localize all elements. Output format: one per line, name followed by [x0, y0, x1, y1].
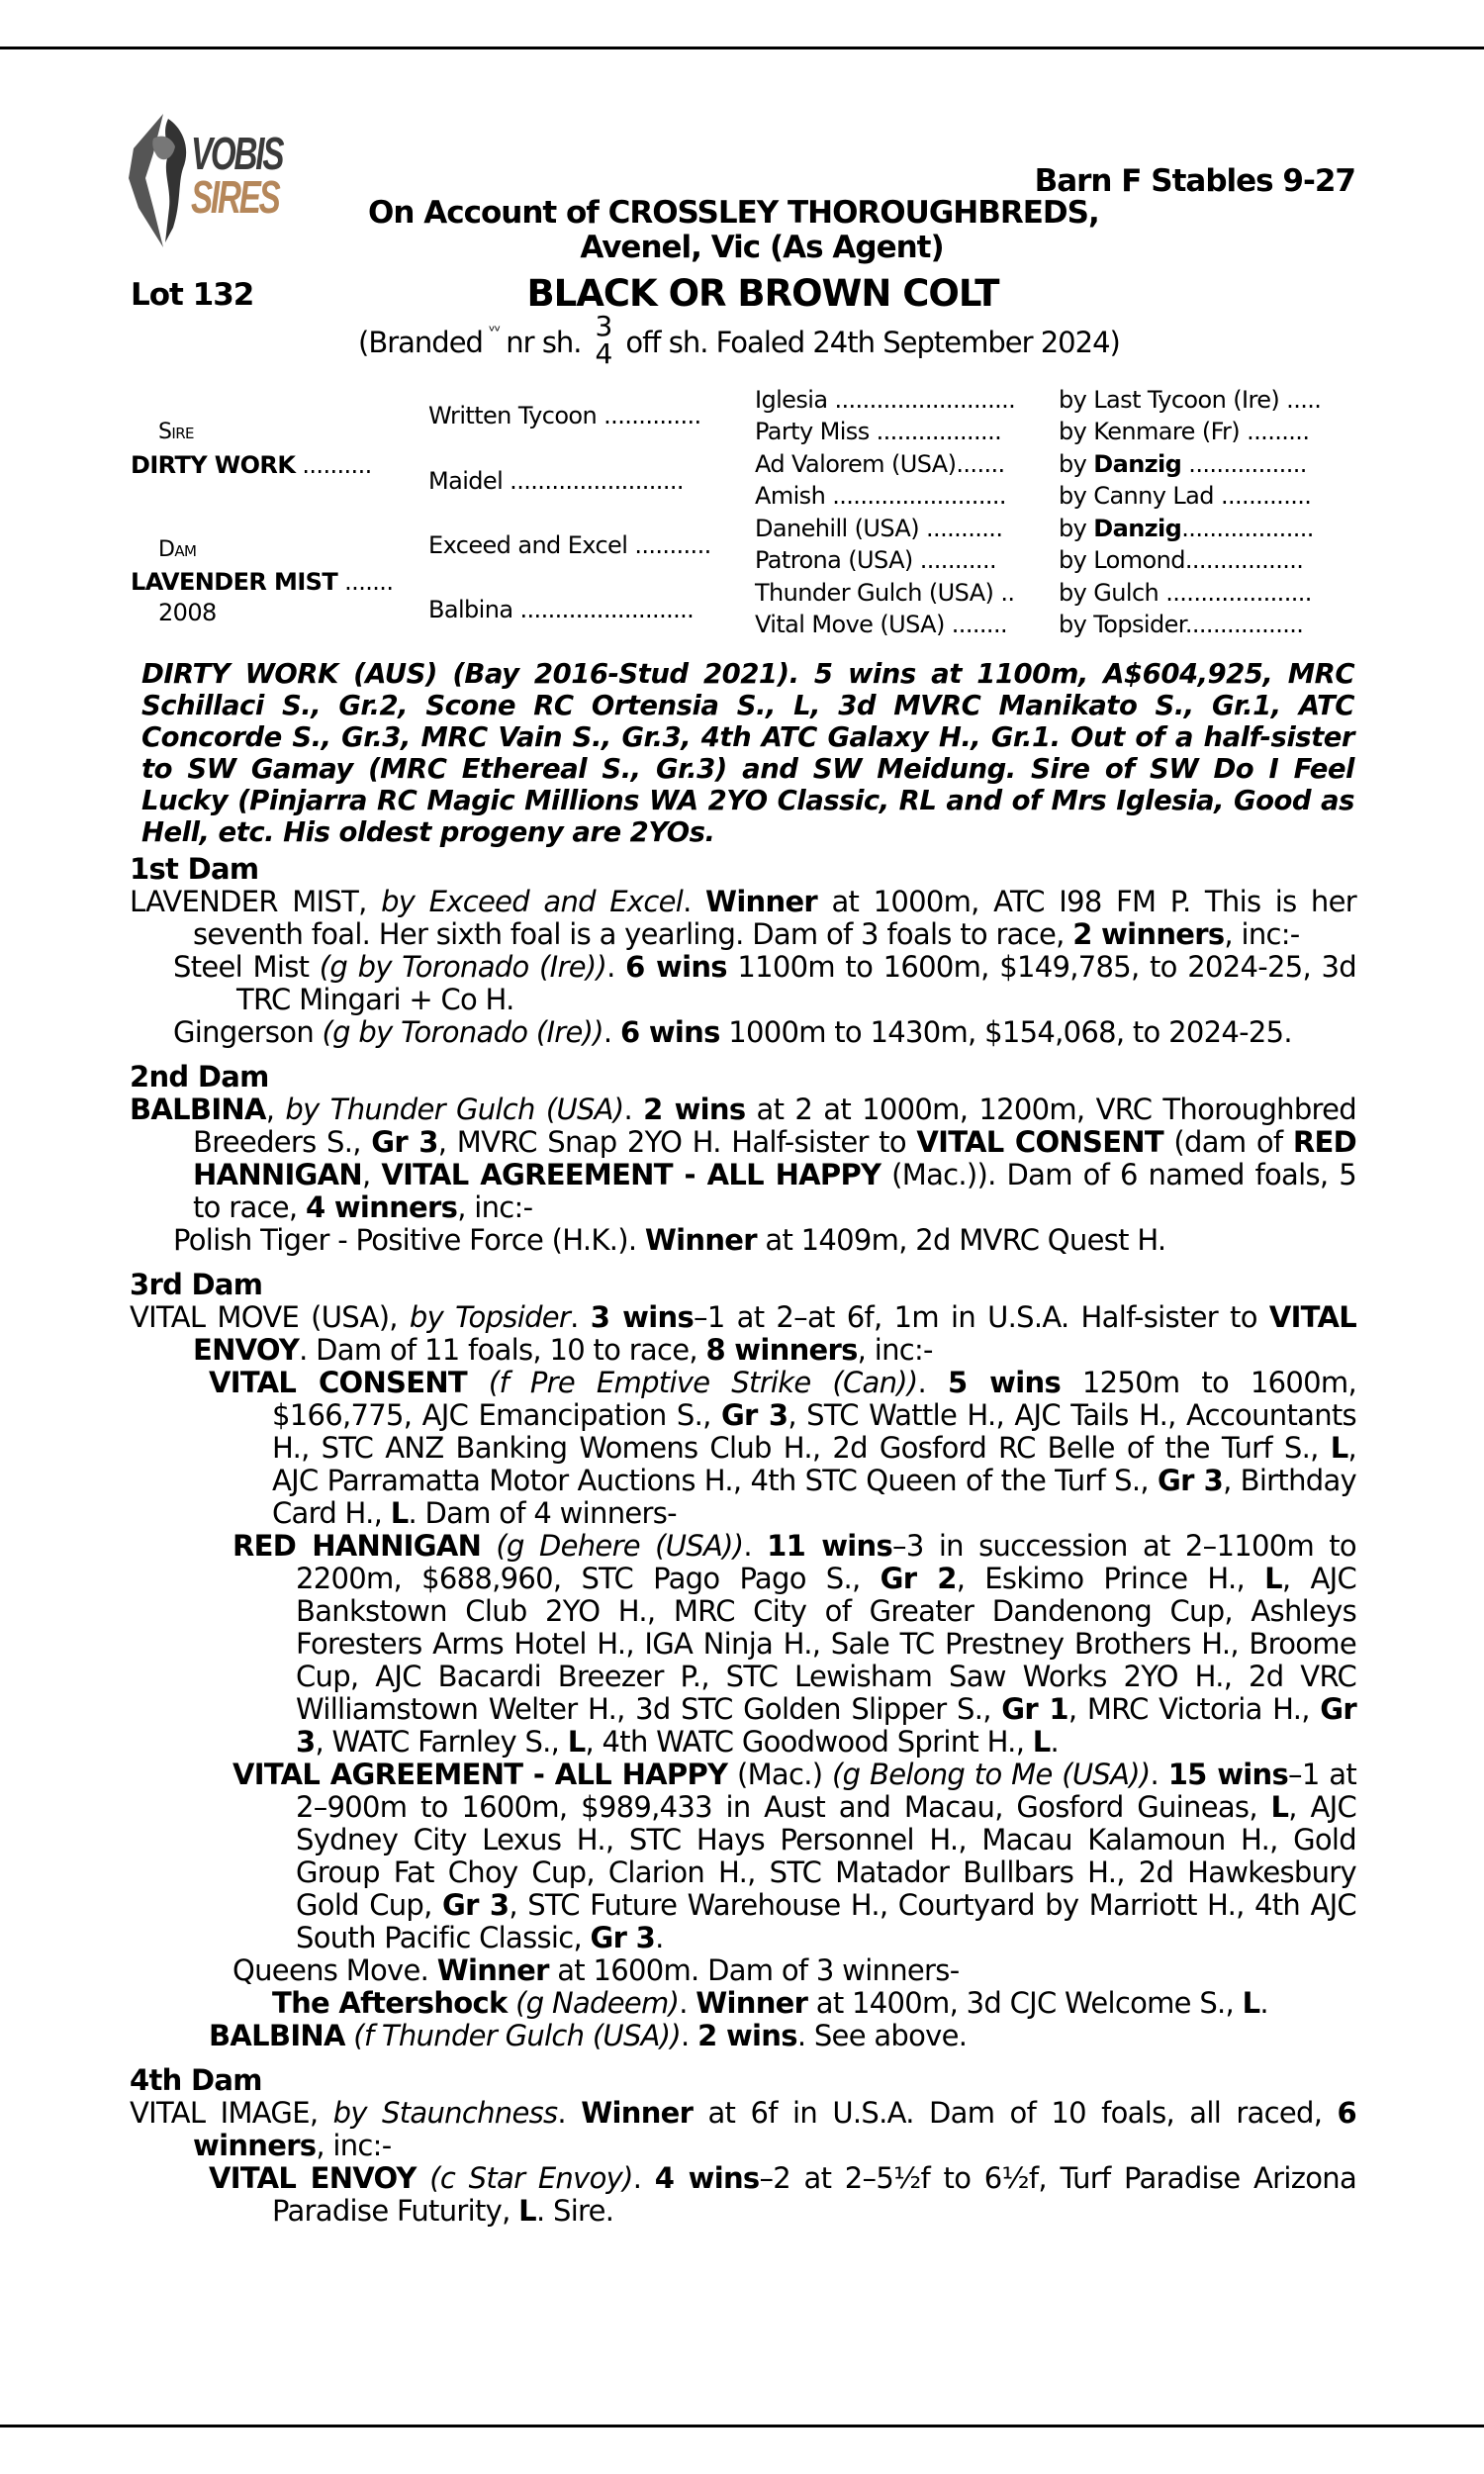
- by-label: by: [1059, 450, 1094, 478]
- dots: .....................: [1159, 579, 1312, 607]
- gen3-sire-name: Last Tycoon (Ire): [1093, 386, 1280, 414]
- by-label: by: [1059, 546, 1094, 574]
- family-entry: BALBINA, by Thunder Gulch (USA). 2 wins at 2 at 1000m, 1200m, VRC Thoroughbred Breeders S., Gr 3, MVRC Snap 2YO H. Half-sister to VITAL CONSENT (dam of RED HANNIGAN, VITAL AGREEMENT - ALL HAPPY (Mac.)). Dam of 6 named foals, 5 to race, 4 winners, inc:-: [130, 1093, 1356, 1224]
- family-entry: VITAL CONSENT (f Pre Emptive Strike (Can)). 5 wins 1250m to 1600m, $166,775, AJC Emancipation S., Gr 3, STC Wattle H., AJC Tails H., Accountants H., STC ANZ Banking Womens Club H., 2d Gosford RC Belle of the Turf S., L, AJC Parramatta Motor Auctions H., 4th STC Queen of the Turf S., Gr 3, Birthday Card H., L. Dam of 4 winners-: [209, 1366, 1356, 1530]
- dam-section-heading: 1st Dam: [130, 852, 259, 886]
- dam-label: Dam: [158, 537, 197, 562]
- family-entry: Polish Tiger - Positive Force (H.K.). Winner at 1409m, 2d MVRC Quest H.: [173, 1223, 1166, 1257]
- gen3-row: [755, 515, 1002, 542]
- dam-name-text: LAVENDER MIST: [131, 568, 338, 596]
- by-label: by: [1059, 386, 1094, 414]
- dots: .................: [1184, 611, 1304, 638]
- gen3-sire-name: Danzig: [1093, 450, 1182, 478]
- brand-fraction: [595, 310, 612, 370]
- dots: .................: [1184, 546, 1304, 574]
- logo-text-sires: SIRES: [191, 171, 279, 223]
- dam-section-heading: 3rd Dam: [130, 1268, 263, 1301]
- dam-section-heading: 2nd Dam: [130, 1060, 269, 1094]
- family-entry: Steel Mist (g by Toronado (Ire)). 6 wins 1100m to 1600m, $149,785, to 2024-25, 3d TRC Mingari + Co H.: [173, 950, 1356, 1016]
- vendor-line-2: Avenel, Vic (As Agent): [580, 230, 944, 265]
- gen3-sire: [1059, 450, 1307, 478]
- brand-suffix: off sh. Foaled 24th September 2024): [625, 326, 1120, 359]
- dam-name: [131, 568, 393, 596]
- family-entry: LAVENDER MIST, by Exceed and Excel. Winner at 1000m, ATC I98 FM P. This is her seventh foal. Her sixth foal is a yearling. Dam of 3 foals to race, 2 winners, inc:-: [130, 885, 1356, 951]
- gen3-name: Iglesia ..........................: [755, 386, 1016, 414]
- family-entry: VITAL IMAGE, by Staunchness. Winner at 6f in U.S.A. Dam of 10 foals, all raced, 6 winners, inc:-: [130, 2096, 1357, 2162]
- gen2-dam-sire: Exceed and Excel ...........: [428, 531, 711, 559]
- dam-section-heading: 4th Dam: [130, 2063, 262, 2097]
- gen3-sire: [1059, 418, 1309, 445]
- fraction-denominator: 4: [595, 337, 612, 370]
- gen3-row: [755, 482, 1006, 510]
- gen3-name: Thunder Gulch (USA) ..: [755, 579, 1015, 607]
- gen3-sire-name: Canny Lad: [1093, 482, 1214, 510]
- gen2-sire-dam: Maidel .........................: [428, 467, 684, 495]
- brand-prefix: (Branded: [358, 326, 483, 359]
- dots: .................: [1181, 450, 1307, 478]
- family-entry: The Aftershock (g Nadeem). Winner at 1400m, 3d CJC Welcome S., L.: [272, 1986, 1268, 2020]
- logo-text-vobis: VOBIS: [191, 128, 283, 179]
- gen3-row: [755, 611, 1007, 638]
- by-label: by: [1059, 482, 1094, 510]
- brand-description: [358, 310, 1120, 370]
- gen3-name: Patrona (USA) ...........: [755, 546, 997, 574]
- vendor-line-1: On Account of CROSSLEY THOROUGHBREDS,: [368, 195, 1099, 231]
- gen3-sire: [1059, 579, 1312, 607]
- gen3-row: [755, 418, 1001, 445]
- gen2-dam-dam: Balbina .........................: [428, 596, 695, 623]
- family-entry: VITAL MOVE (USA), by Topsider. 3 wins–1 at 2–at 6f, 1m in U.S.A. Half-sister to VITAL ENVOY. Dam of 11 foals, 10 to race, 8 winners, inc:-: [130, 1300, 1357, 1367]
- bottom-rule: [0, 2425, 1484, 2427]
- lot-title: BLACK OR BROWN COLT: [526, 272, 999, 315]
- gen3-sire: [1059, 515, 1314, 542]
- sire-label: Sire: [158, 420, 194, 444]
- gen3-sire: [1059, 546, 1303, 574]
- gen3-row: [755, 386, 1015, 414]
- gen3-row: [755, 579, 1014, 607]
- brand-mark: ᵛᵛ: [488, 321, 501, 340]
- by-label: by: [1059, 611, 1094, 638]
- gen3-sire-name: Kenmare (Fr): [1093, 418, 1241, 445]
- family-entry: Gingerson (g by Toronado (Ire)). 6 wins 1000m to 1430m, $154,068, to 2024-25.: [173, 1015, 1292, 1049]
- family-entry: RED HANNIGAN (g Dehere (USA)). 11 wins–3 in succession at 2–1100m to 2200m, $688,960, STC Pago Pago S., Gr 2, Eskimo Prince H., L, AJC Bankstown Club 2YO H., MRC City of Greater Dandenong Cup, Ashleys Foresters Arms Hotel H., IGA Ninja H., Sale TC Prestney Brothers H., Broome Cup, AJC Bacardi Breezer P., STC Lewisham Saw Works 2YO H., 2d VRC Williamstown Welter H., 3d STC Golden Slipper S., Gr 1, MRC Victoria H., Gr 3, WATC Farnley S., L, 4th WATC Goodwood Sprint H., L.: [232, 1529, 1357, 1759]
- gen3-sire: [1059, 611, 1303, 638]
- dots: .........: [1240, 418, 1310, 445]
- sire-blurb: DIRTY WORK (AUS) (Bay 2016-Stud 2021). 5 wins at 1100m, A$604,925, MRC Schillaci S., Gr.2, Scone RC Ortensia S., L, 3d MVRC Manikato S., Gr.1, ATC Concorde S., Gr.3, MRC Vain S., Gr.3, 4th ATC Galaxy H., Gr.1. Out of a half-sister to SW Gamay (MRC Ethereal S., Gr.3) and SW Meidung. Sire of SW Do I Feel Lucky (Pinjarra RC Magic Millions WA 2YO Classic, RL and of Mrs Iglesia, Good as Hell, etc. His oldest progeny are 2YOs.: [141, 658, 1354, 848]
- family-entry: VITAL AGREEMENT - ALL HAPPY (Mac.) (g Belong to Me (USA)). 15 wins–1 at 2–900m to 1600m, $989,433 in Aust and Macau, Gosford Guineas, L, AJC Sydney City Lexus H., STC Hays Personnel H., Macau Kalamoun H., Gold Group Fat Choy Cup, Clarion H., STC Matador Bullbars H., 2d Hawkesbury Gold Cup, Gr 3, STC Future Warehouse H., Courtyard by Marriott H., 4th AJC South Pacific Classic, Gr 3.: [232, 1758, 1357, 1954]
- gen3-name: Danehill (USA) ...........: [755, 515, 1003, 542]
- dots: ...................: [1181, 515, 1314, 542]
- fraction-numerator: 3: [595, 310, 612, 342]
- dam-dots: .......: [337, 568, 394, 596]
- gen3-sire-name: Gulch: [1093, 579, 1159, 607]
- family-section: [130, 853, 1356, 2228]
- by-label: by: [1059, 418, 1094, 445]
- brand-mid: nr sh.: [506, 326, 582, 359]
- gen3-row: [755, 450, 1005, 478]
- barn-location: Barn F Stables 9-27: [1034, 163, 1355, 199]
- dots: .....: [1279, 386, 1322, 414]
- gen3-sire-name: Danzig: [1093, 515, 1182, 542]
- gen3-sire-name: Topsider: [1093, 611, 1185, 638]
- gen3-sire: [1059, 482, 1311, 510]
- gen3-name: Vital Move (USA) ........: [755, 611, 1008, 638]
- by-label: by: [1059, 579, 1094, 607]
- sire-name: [131, 451, 372, 479]
- dam-year: 2008: [158, 599, 217, 626]
- family-entry: BALBINA (f Thunder Gulch (USA)). 2 wins. See above.: [209, 2019, 968, 2052]
- sire-name-text: DIRTY WORK: [131, 451, 296, 479]
- gen3-sire-name: Lomond: [1093, 546, 1185, 574]
- gen3-name: Ad Valorem (USA).......: [755, 450, 1005, 478]
- gen3-row: [755, 546, 996, 574]
- gen3-sire: [1059, 386, 1321, 414]
- pedigree-table: [0, 386, 1484, 648]
- gen3-name: Party Miss ..................: [755, 418, 1002, 445]
- by-label: by: [1059, 515, 1094, 542]
- gen2-sire-sire: Written Tycoon ..............: [428, 402, 701, 429]
- lot-number: Lot 132: [131, 277, 254, 313]
- sire-dots: ..........: [295, 451, 372, 479]
- dots: .............: [1213, 482, 1312, 510]
- family-entry: VITAL ENVOY (c Star Envoy). 4 wins–2 at 2–5½f to 6½f, Turf Paradise Arizona Paradise Futurity, L. Sire.: [209, 2161, 1357, 2228]
- gen3-name: Amish .........................: [755, 482, 1006, 510]
- family-entry: Queens Move. Winner at 1600m. Dam of 3 winners-: [232, 1953, 960, 1987]
- top-rule: [0, 47, 1484, 49]
